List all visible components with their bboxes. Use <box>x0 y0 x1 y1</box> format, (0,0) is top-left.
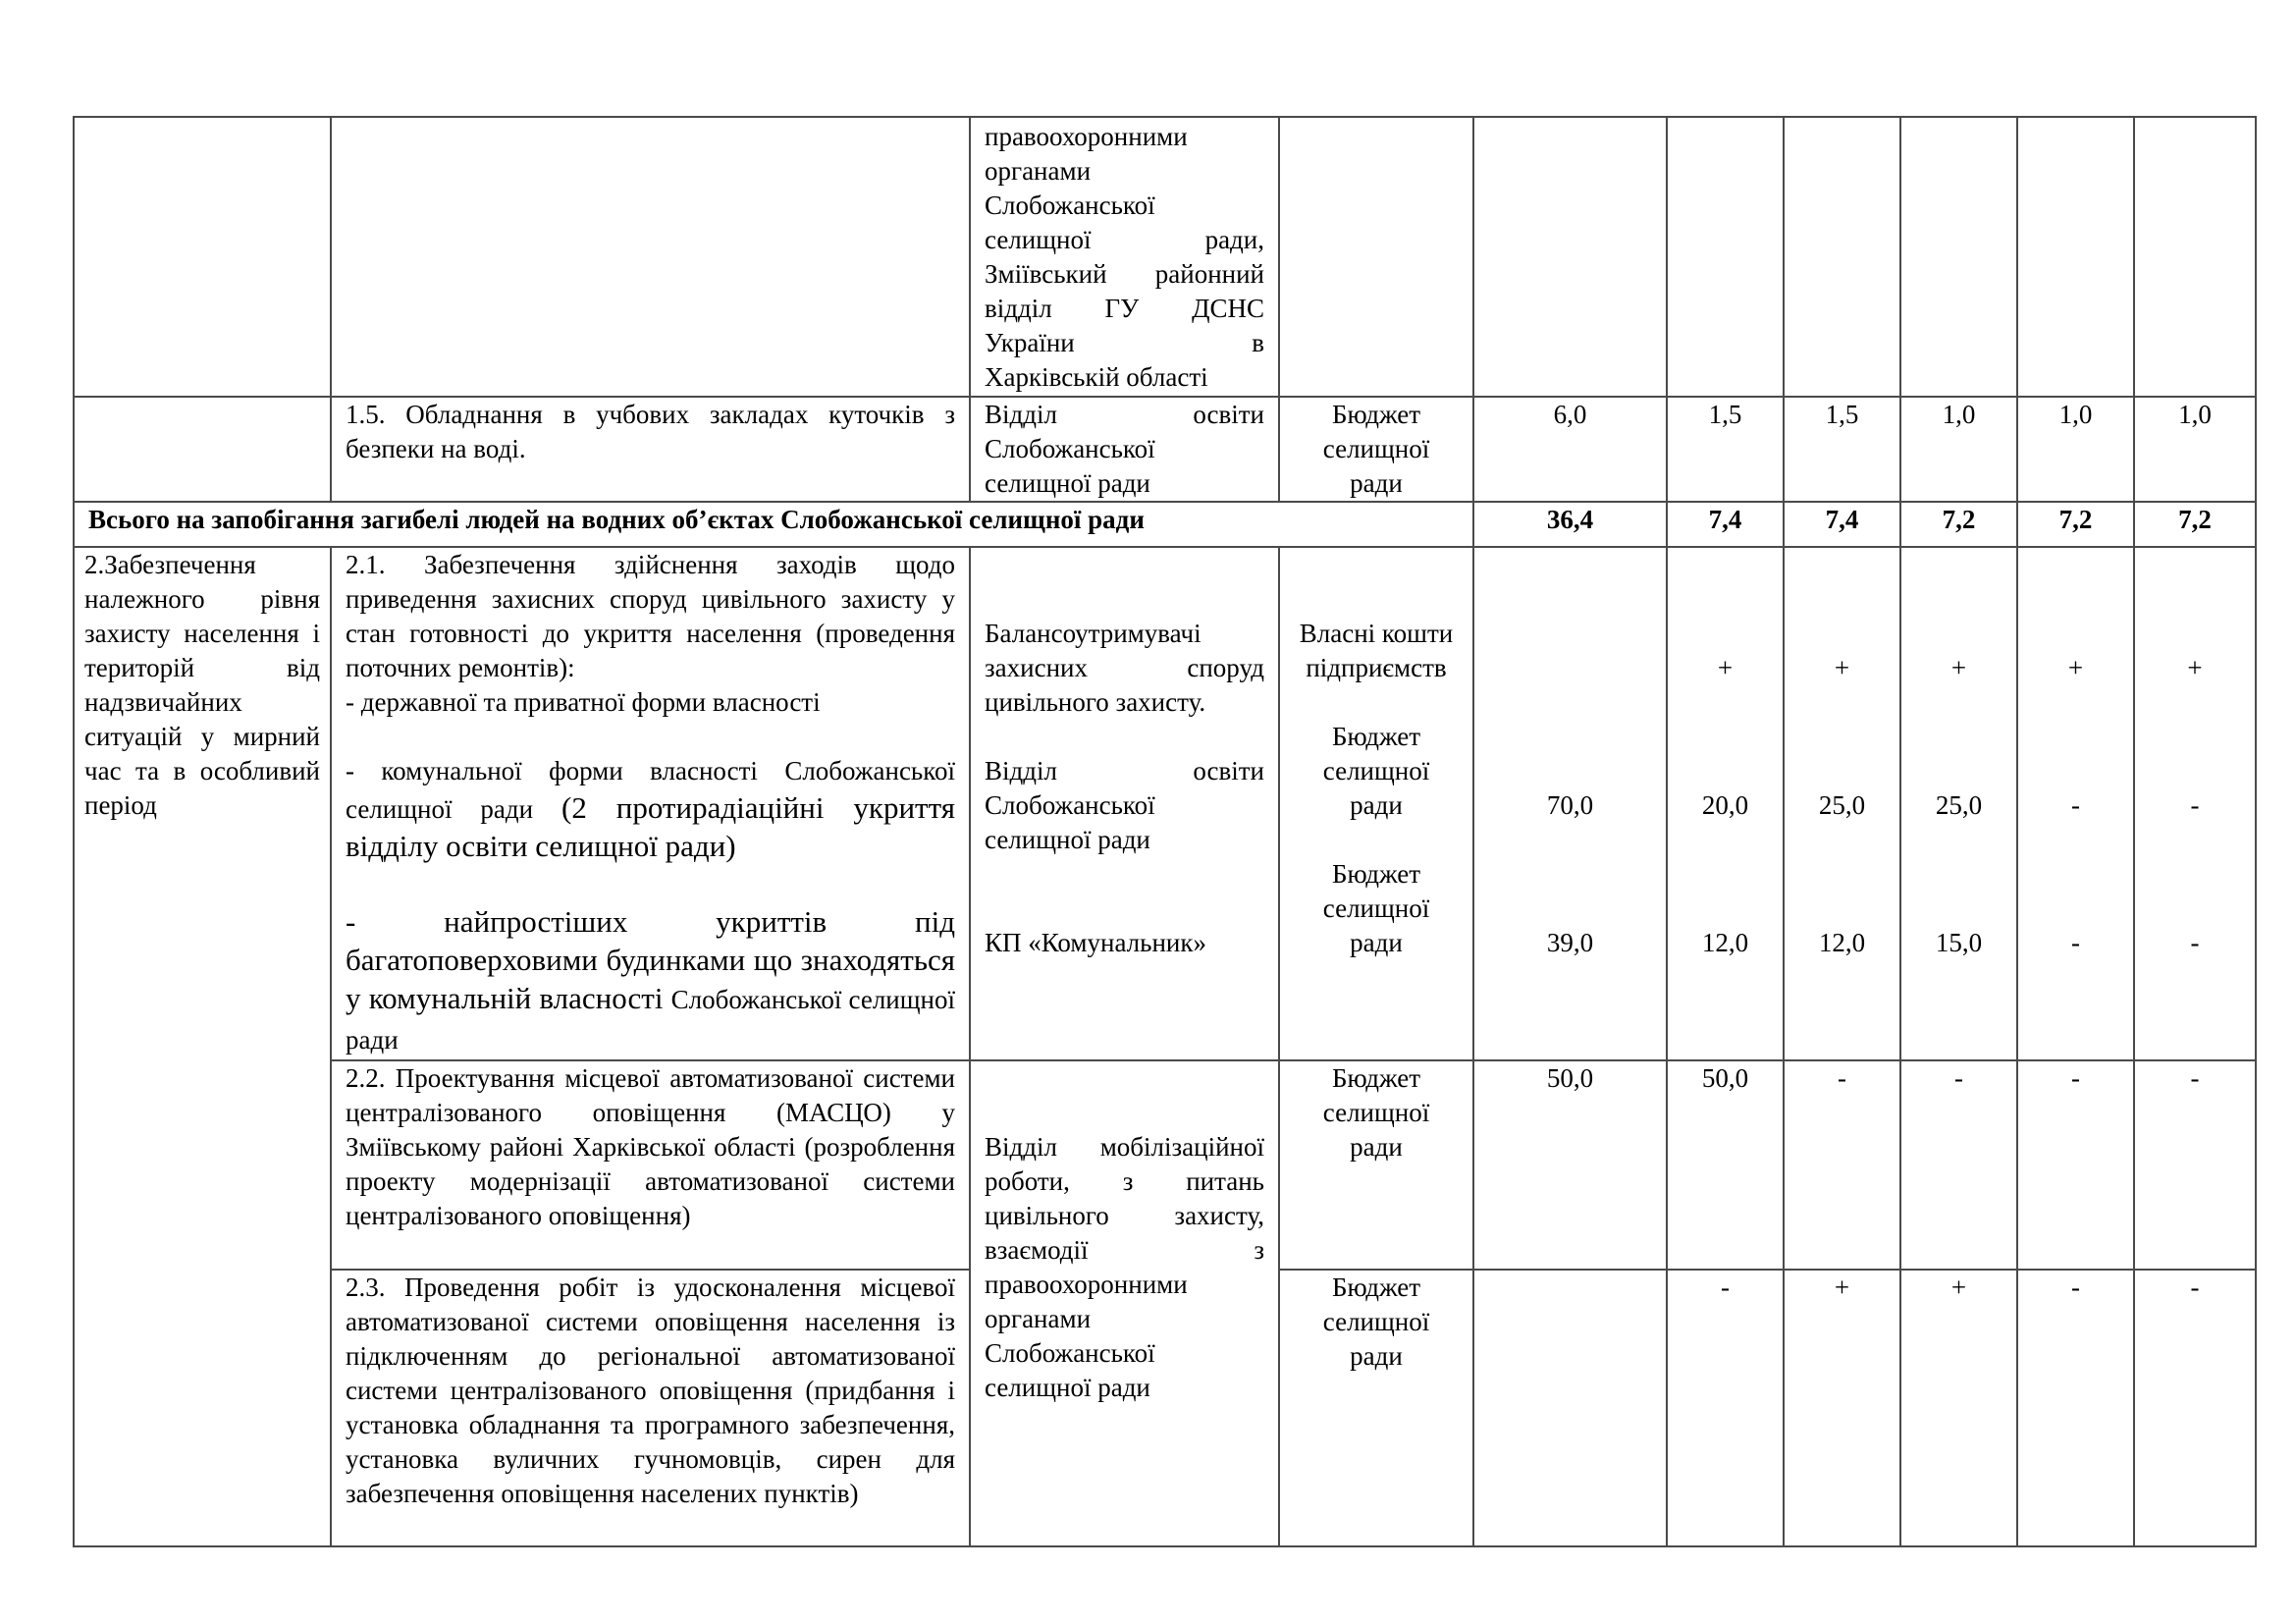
value-sub-a: + <box>2187 653 2203 682</box>
value-total <box>1473 547 1667 1060</box>
value-sub-c: - <box>2190 928 2200 957</box>
measure-cell: 2.2. Проектування місцевої автоматизованої системи централізованого оповіщення (МАСЦО) у Зміївському районі Харківської області (розроблення проекту модернізації автоматизованої системи централізованого оповіщення) <box>331 1060 970 1270</box>
source-cell: Бюджет селищної ради <box>1279 397 1473 502</box>
value-year: - <box>1784 1060 1900 1270</box>
executor-line: Слобожанської <box>985 190 1155 220</box>
table-row <box>74 117 2256 397</box>
value-year: - <box>2134 1270 2256 1546</box>
value-sub-b: - <box>2190 790 2200 820</box>
measure-cell <box>331 117 970 397</box>
total-value: 7,4 <box>1784 502 1900 547</box>
executor-sub-b: Відділ освіти Слобожанської селищної ради <box>985 756 1264 854</box>
source-sub-b: Бюджет селищної ради <box>1322 722 1430 820</box>
value-sub-a: + <box>1717 653 1734 682</box>
value-year <box>1900 547 2017 1060</box>
value-year <box>2017 547 2134 1060</box>
value-sub-a <box>1488 651 1652 685</box>
program-measures-table <box>73 116 2257 1547</box>
value-cell <box>1473 117 1667 397</box>
value-sub-b: 25,0 <box>1818 790 1866 820</box>
measure-cell: 1.5. Обладнання в учбових закладах куточків з безпеки на воді. <box>331 397 970 502</box>
task-cell <box>74 397 331 502</box>
value-year: 50,0 <box>1667 1060 1784 1270</box>
total-value: 7,2 <box>2017 502 2134 547</box>
source-cell: Бюджет селищної ради <box>1279 1060 1473 1270</box>
total-label: Всього на запобігання загибелі людей на водних об’єктах Слобожанської селищної ради <box>74 502 1473 547</box>
value-cell <box>1667 117 1784 397</box>
value-year: 1,5 <box>1784 397 1900 502</box>
value-cell <box>2134 117 2256 397</box>
value-total: 6,0 <box>1473 397 1667 502</box>
measure-sub-c <box>346 902 955 1059</box>
executor-line: України в <box>985 328 1264 357</box>
total-row <box>74 502 2256 547</box>
total-value: 7,2 <box>1900 502 2017 547</box>
executor-sub-a: Балансоутримувачі захисних споруд цивільного захисту. <box>985 619 1264 717</box>
value-year <box>2134 547 2256 1060</box>
value-sub-c: 39,0 <box>1546 928 1594 957</box>
measure-cell <box>331 547 970 1060</box>
source-sub-a: Власні кошти підприємств <box>1299 619 1454 682</box>
executor-cell <box>970 547 1279 1060</box>
value-sub-c: 12,0 <box>1701 928 1749 957</box>
value-year: + <box>1784 1270 1900 1546</box>
value-year: - <box>1667 1270 1784 1546</box>
value-year <box>1667 547 1784 1060</box>
executor-sub-c: КП «Комунальник» <box>985 928 1206 957</box>
value-year: - <box>2017 1060 2134 1270</box>
value-total <box>1473 1270 1667 1546</box>
value-year: - <box>2134 1060 2256 1270</box>
total-value: 36,4 <box>1473 502 1667 547</box>
total-value: 7,4 <box>1667 502 1784 547</box>
executor-cell <box>970 1060 1279 1546</box>
executor-line: правоохоронними <box>985 122 1188 151</box>
executor-cell: Відділ освіти Слобожанської селищної ради <box>970 397 1279 502</box>
source-sub-c: Бюджет селищної ради <box>1322 859 1430 957</box>
value-sub-a: + <box>2067 653 2084 682</box>
measure-sub-b <box>346 754 955 865</box>
value-sub-b: 20,0 <box>1701 790 1749 820</box>
executor-line: Зміївський районний <box>985 259 1264 289</box>
executor-text: Відділ мобілізаційної роботи, з питань цивільного захисту, взаємодії з правоохоронними органами Слобожанської селищної ради <box>985 1132 1264 1402</box>
task-cell: 2.Забезпечення належного рівня захисту населення і територій від надзвичайних ситуацій у мирний час та в особливий період <box>74 547 331 1546</box>
value-sub-b: - <box>2071 790 2080 820</box>
value-sub-b: 70,0 <box>1546 790 1594 820</box>
executor-line: Харківській області <box>985 362 1208 392</box>
value-cell <box>2017 117 2134 397</box>
value-year: 1,0 <box>2017 397 2134 502</box>
value-year <box>1784 547 1900 1060</box>
source-cell: Бюджет селищної ради <box>1279 1270 1473 1546</box>
measure-sub-b-note: (2 протирадіаційні укриття відділу освіти селищної ради) <box>346 790 955 863</box>
source-cell <box>1279 117 1473 397</box>
value-year: - <box>2017 1270 2134 1546</box>
source-cell <box>1279 547 1473 1060</box>
value-sub-c: 12,0 <box>1818 928 1866 957</box>
value-year: + <box>1900 1270 2017 1546</box>
measure-sub-a: - державної та приватної форми власності <box>346 687 821 717</box>
measure-sub-c-tail: Слобожанської селищної ради <box>346 985 955 1055</box>
table-row <box>74 397 2256 502</box>
measure-sub-b-text: - комунальної форми власності Слобожанської селищної ради <box>346 756 955 824</box>
task-cell <box>74 117 331 397</box>
measure-intro: 2.1. Забезпечення здійснення заходів щодо приведення захисних споруд цивільного захисту у стан готовності до укриття населення (проведення поточних ремонтів): <box>346 550 955 682</box>
value-sub-a: + <box>1834 653 1850 682</box>
value-year: 1,0 <box>2134 397 2256 502</box>
value-year: 1,0 <box>1900 397 2017 502</box>
value-total: 50,0 <box>1473 1060 1667 1270</box>
executor-line: відділ ГУ ДСНС <box>985 294 1264 323</box>
value-sub-c: 15,0 <box>1935 928 1983 957</box>
value-sub-b: 25,0 <box>1935 790 1983 820</box>
table-row <box>74 1060 2256 1270</box>
value-sub-c: - <box>2071 928 2080 957</box>
executor-line: селищної ради, <box>985 225 1264 254</box>
measure-cell: 2.3. Проведення робіт із удосконалення місцевої автоматизованої системи оповіщення населення із підключенням до регіональної автоматизованої системи централізованого оповіщення (придбання і установка обладнання та програмного забезпечення, установка вуличних гучномовців, сирен для забезпечення оповіщення населених пунктів) <box>331 1270 970 1546</box>
value-year: 1,5 <box>1667 397 1784 502</box>
value-cell <box>1784 117 1900 397</box>
value-year: - <box>1900 1060 2017 1270</box>
value-cell <box>1900 117 2017 397</box>
value-sub-a: + <box>1950 653 1967 682</box>
total-value: 7,2 <box>2134 502 2256 547</box>
executor-line: органами <box>985 156 1092 186</box>
table-row <box>74 547 2256 1060</box>
executor-cell <box>970 117 1279 397</box>
measure-sub-c-text: - найпростіших укриттів під багатоповерховими будинками що знаходяться у комунальній власності <box>346 904 955 1015</box>
